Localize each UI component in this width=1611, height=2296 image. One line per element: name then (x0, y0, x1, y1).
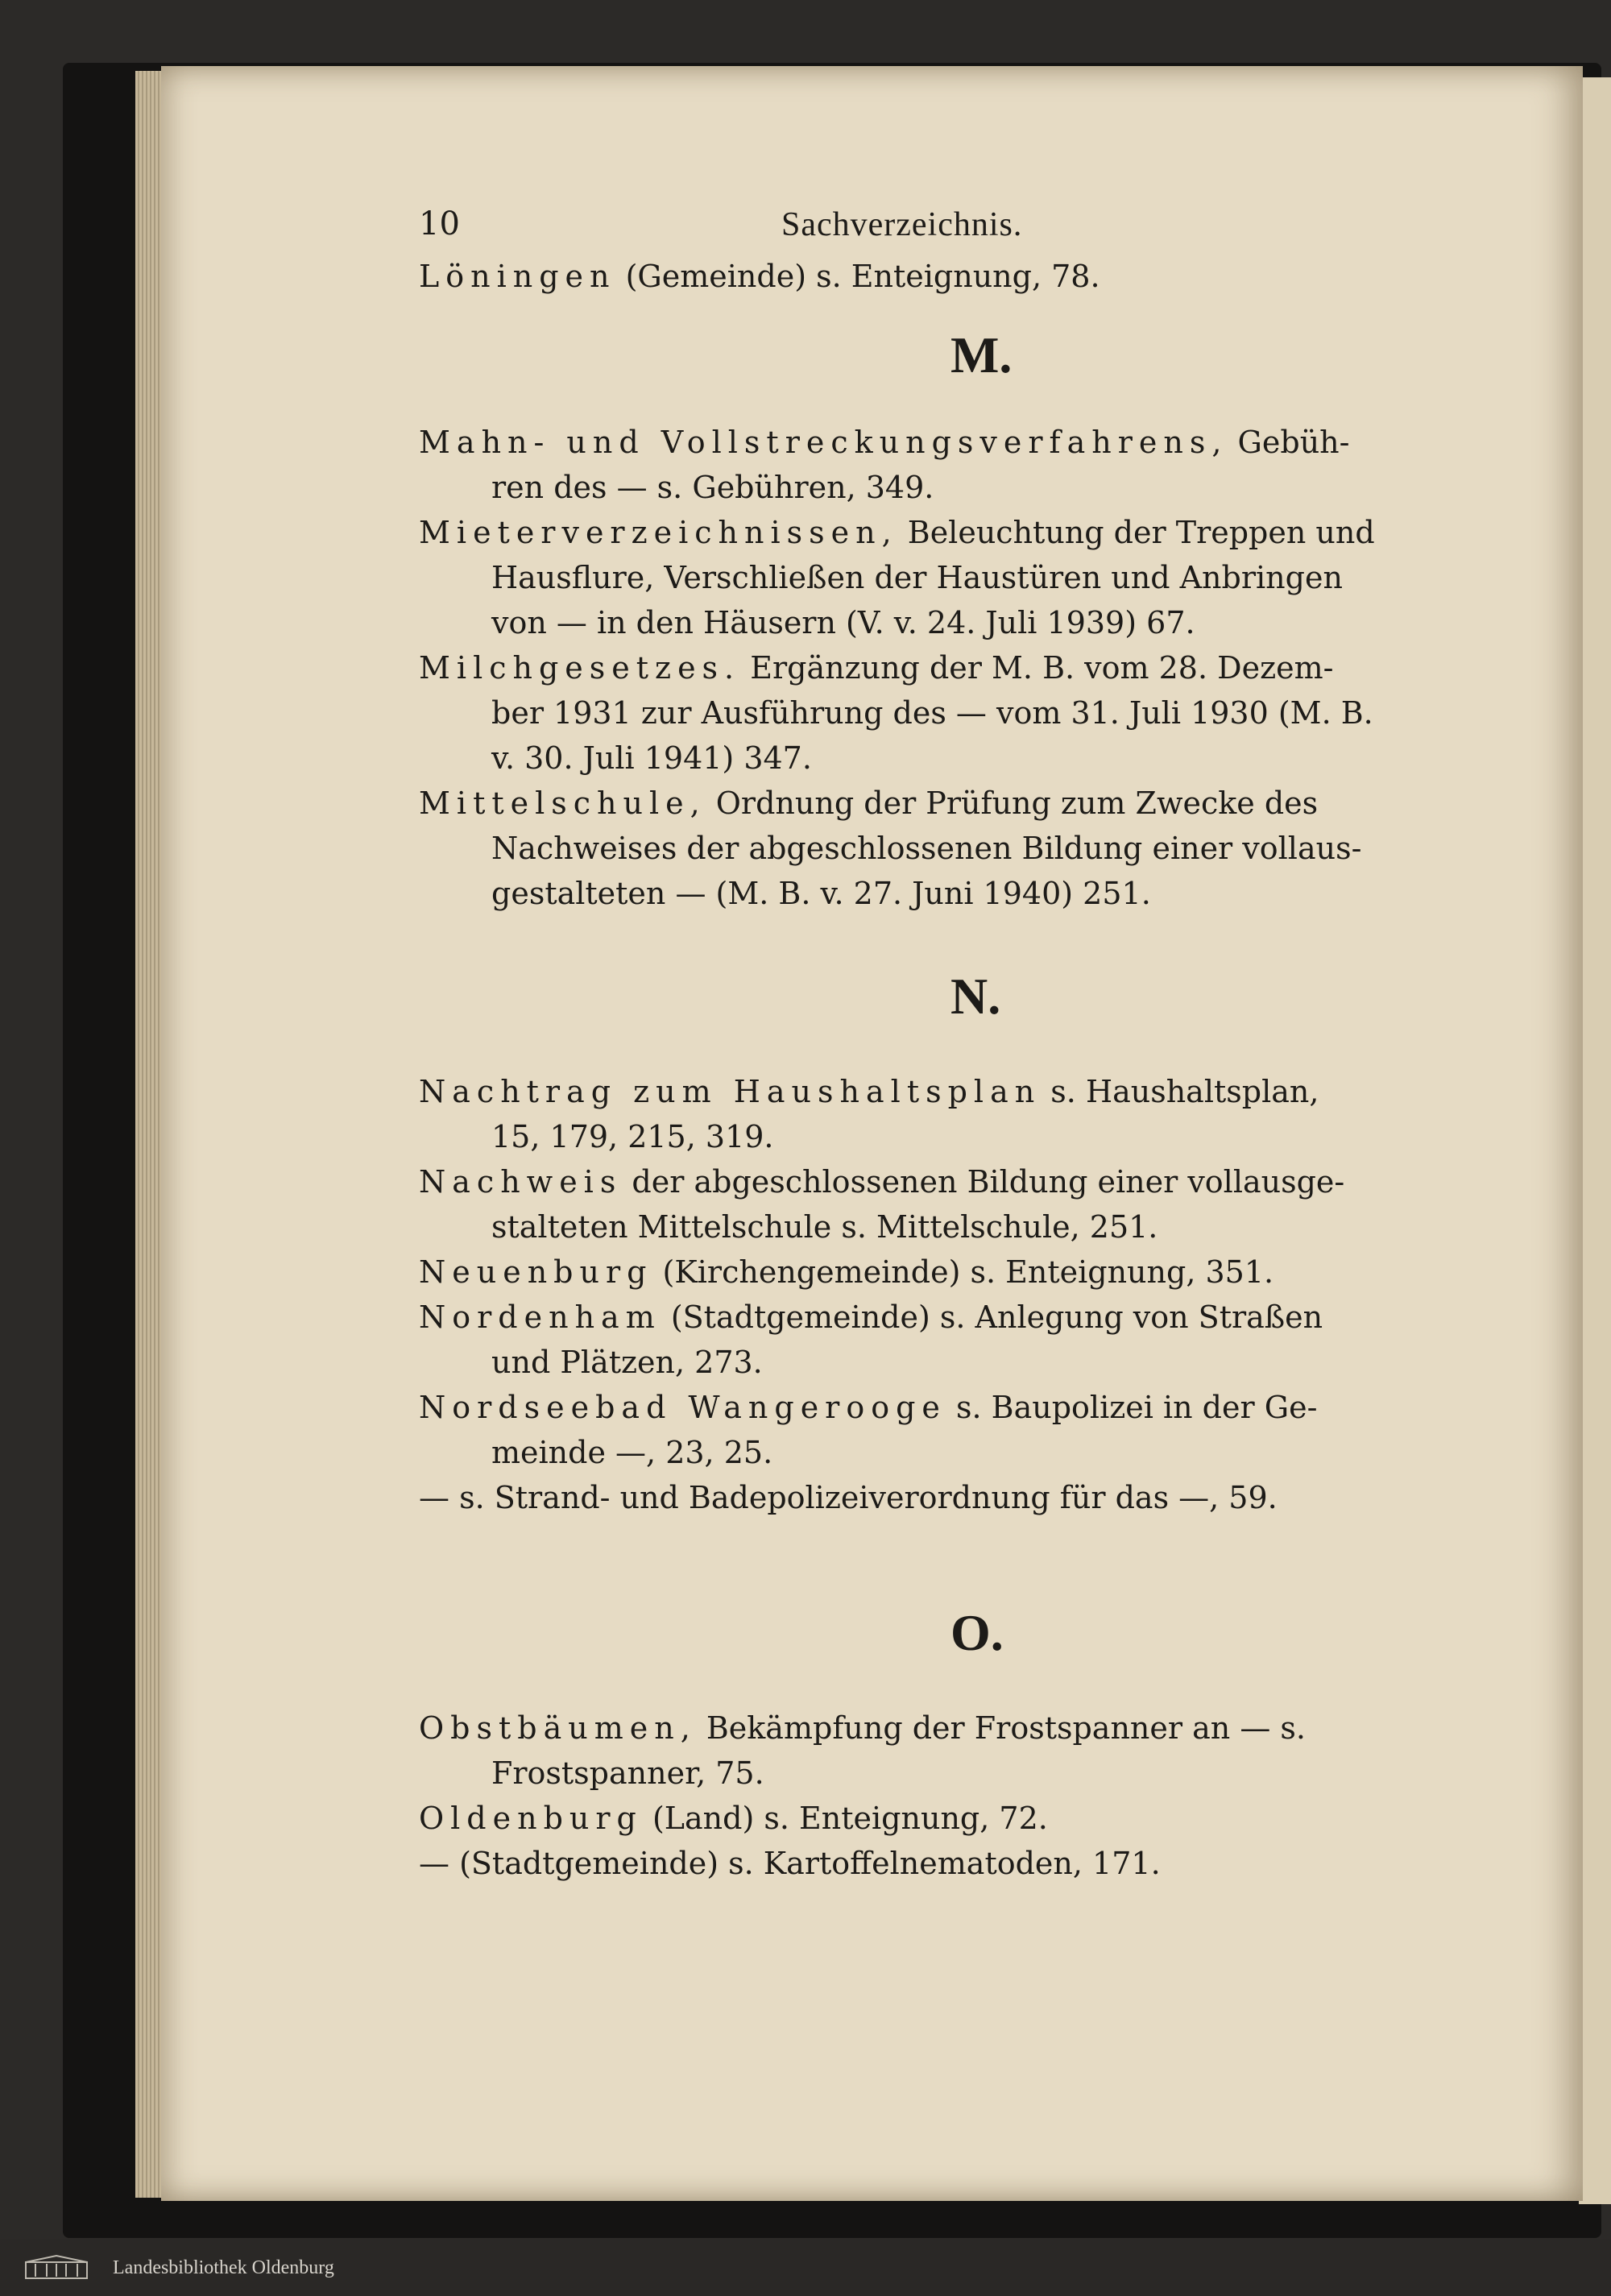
running-title: Sachverzeichnis. (781, 206, 1023, 243)
index-entry (419, 1705, 1377, 1796)
entry-text: (Stadtgemeinde) s. Kartoffelnematoden, 171. (449, 1846, 1161, 1881)
entry-continuation: 15, 179, 215, 319. (491, 1119, 774, 1154)
entry-continuation: Nachweises der abgeschlossenen Bildung einer vollaus- gestalteten — (M. B. v. 27. Juni 1940) 251. (491, 831, 1362, 911)
page-content (258, 205, 1385, 1886)
entry-head: Milchgesetzes. (419, 650, 741, 686)
entry-text: (Kirchengemeinde) s. Enteignung, 351. (652, 1254, 1274, 1290)
index-entry (419, 1069, 1377, 1159)
entry-text: Bekämpfung der Frostspanner an — s. (696, 1710, 1306, 1746)
index-entry (419, 1250, 1377, 1295)
entry-text: (Land) s. Enteignung, 72. (642, 1801, 1048, 1836)
entry-text: s. Haushaltsplan, (1041, 1074, 1319, 1109)
index-entry (419, 781, 1377, 916)
entry-head: Nachweis (419, 1164, 623, 1200)
entry-continuation: ren des — s. Gebühren, 349. (491, 470, 934, 505)
library-name: Landesbibliothek Oldenburg (113, 2257, 334, 2278)
entry-continuation: Hausflure, Verschließen der Haustüren und Anbringen von — in den Häusern (V. v. 24. Juli 1939) 67. (491, 560, 1343, 640)
section-letter-m: M. (950, 326, 1013, 383)
entry-head: Nordseebad Wangerooge (419, 1390, 946, 1425)
index-entry (419, 645, 1377, 781)
page-header (258, 205, 1385, 254)
index-entry (419, 1475, 1377, 1520)
section-letter-n: N. (950, 968, 1001, 1025)
entry-text: s. Baupolizei in der Ge- (946, 1390, 1318, 1425)
library-building-icon (24, 2254, 89, 2280)
index-entry (419, 510, 1377, 645)
entry-head: — (419, 1846, 449, 1881)
entry-text: Beleuchtung der Treppen und (897, 515, 1375, 550)
entry-head: Mieterverzeichnissen, (419, 515, 898, 550)
entry-text: der abgeschlossenen Bildung einer vollausge- (622, 1164, 1345, 1200)
entry-head: Mahn- und Vollstreckungsverfahrens, (419, 425, 1228, 460)
entry-head: Neuenburg (419, 1254, 653, 1290)
entry-head: Löningen (419, 259, 616, 294)
viewer-footer (0, 2240, 1611, 2296)
page-number: 10 (419, 205, 460, 242)
entry-text: (Stadtgemeinde) s. Anlegung von Straßen (661, 1299, 1323, 1335)
entry-continuation: meinde —, 23, 25. (491, 1435, 773, 1470)
entry-continuation: stalteten Mittelschule s. Mittelschule, 251. (491, 1209, 1158, 1245)
entry-text: (Gemeinde) s. Enteignung, 78. (615, 259, 1100, 294)
entry-text: Ergänzung der M. B. vom 28. Dezem- (740, 650, 1334, 686)
entry-head: Nachtrag zum Haushaltsplan (419, 1074, 1042, 1109)
entry-text: s. Strand- und Badepolizeiverordnung für das —, 59. (449, 1480, 1278, 1515)
index-entry (419, 1841, 1377, 1886)
index-entry (419, 1295, 1377, 1385)
entry-text: Gebüh- (1228, 425, 1350, 460)
entry-head: — (419, 1480, 449, 1515)
entry-head: Obstbäumen, (419, 1710, 697, 1746)
index-entry (419, 1159, 1377, 1250)
entry-continuation: ber 1931 zur Ausführung des — vom 31. Juli 1930 (M. B. v. 30. Juli 1941) 347. (491, 695, 1373, 776)
entry-continuation: Frostspanner, 75. (491, 1755, 764, 1791)
index-entry (419, 1796, 1377, 1841)
section-letter-o: O. (950, 1604, 1004, 1661)
entry-text: Ordnung der Prüfung zum Zwecke des (706, 785, 1319, 821)
entry-head: Mittelschule, (419, 785, 706, 821)
entry-head: Oldenburg (419, 1801, 643, 1836)
index-entry (419, 420, 1377, 510)
index-entry (419, 1385, 1377, 1475)
entry-continuation: und Plätzen, 273. (491, 1345, 763, 1380)
index-entry (419, 254, 1377, 299)
entry-head: Nordenham (419, 1299, 661, 1335)
facing-page-edge (1579, 77, 1611, 2204)
